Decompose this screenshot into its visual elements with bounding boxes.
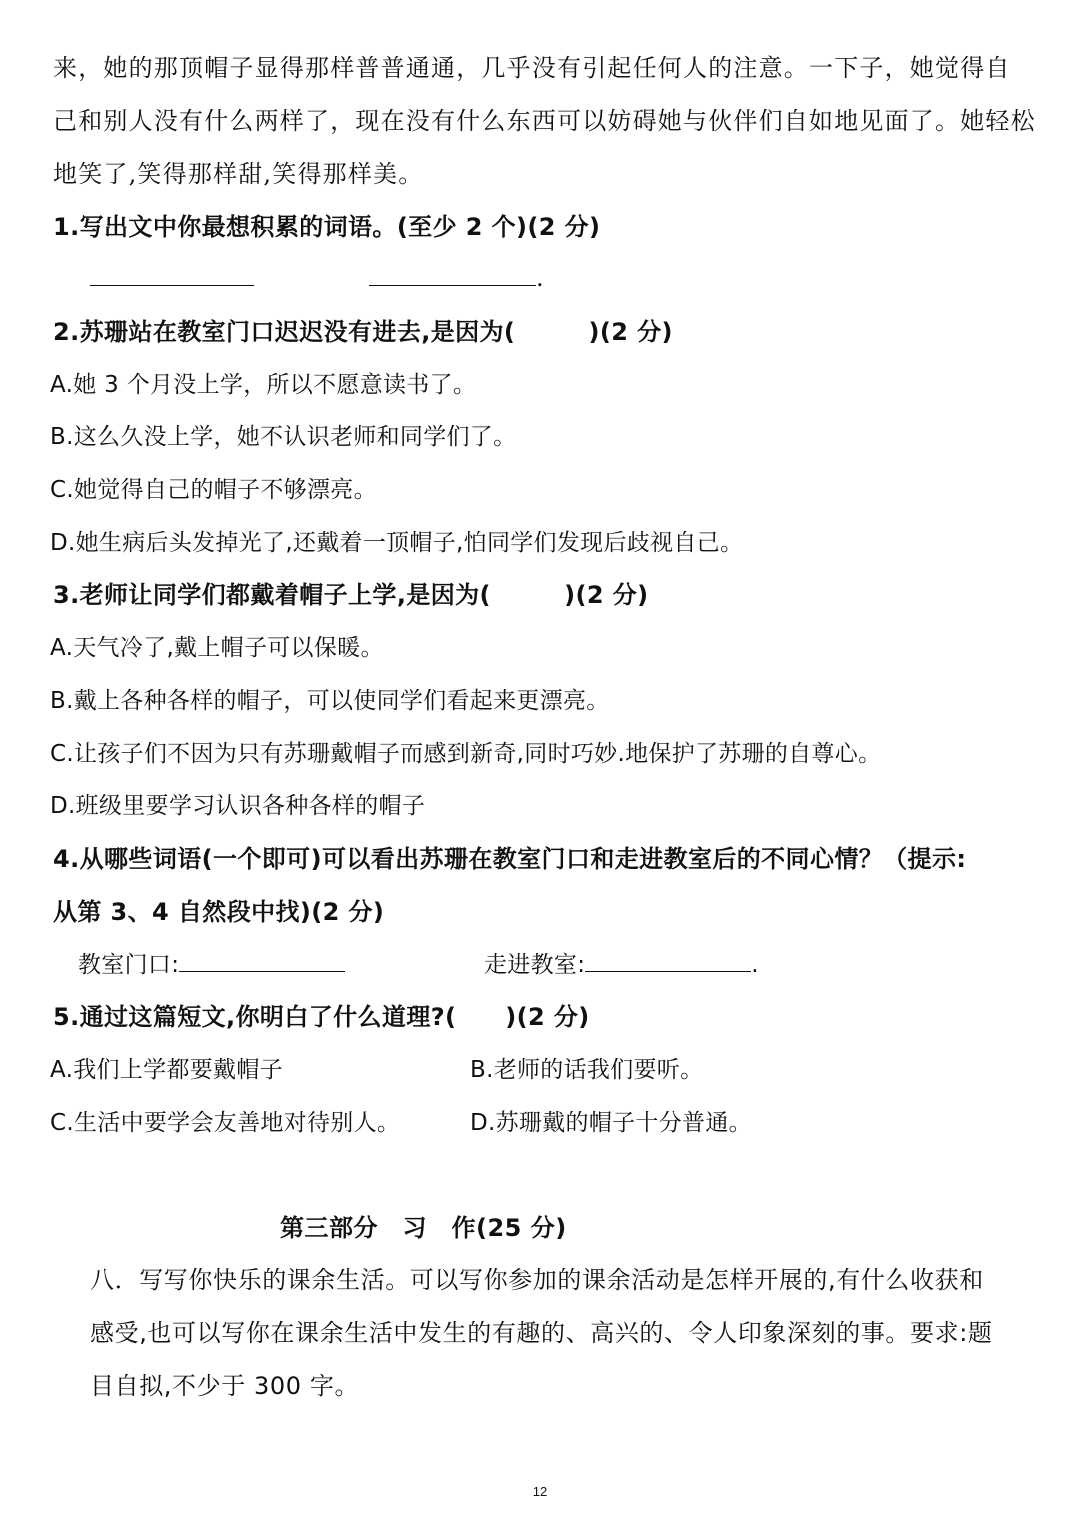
q1-answer-blank-1[interactable] [90, 263, 254, 286]
q4-end-mark: . [751, 952, 759, 978]
section-3-title: 第三部分 习 作(25 分) [280, 1214, 567, 1242]
question-4-line-1: 4.从哪些词语(一个即可)可以看出苏珊在教室门口和走进教室后的不同心情？（提示: [53, 845, 967, 873]
q4-blank-door[interactable] [179, 949, 345, 972]
composition-line-1: 八．写写你快乐的课余生活。可以写你参加的课余活动是怎样开展的,有什么收获和 [90, 1266, 984, 1294]
question-4-line-2: 从第 3、4 自然段中找)(2 分) [53, 898, 385, 926]
question-1: 1.写出文中你最想积累的词语。(至少 2 个)(2 分) [53, 213, 601, 241]
q4-answer-enter [484, 949, 759, 981]
question-5: 5.通过这篇短文,你明白了什么道理?( )(2 分) [53, 1003, 590, 1031]
q5-option-a: A.我们上学都要戴帽子 [50, 1057, 283, 1083]
q5-option-d: D.苏珊戴的帽子十分普通。 [470, 1110, 752, 1136]
q3-option-a: A.天气冷了,戴上帽子可以保暖。 [50, 635, 384, 661]
page-number: 12 [532, 1484, 548, 1499]
q1-answer-blank-2[interactable] [369, 263, 536, 286]
q2-option-b: B.这么久没上学，她不认识老师和同学们了。 [50, 424, 517, 450]
q1-end-mark: . [536, 264, 544, 292]
q4-label-enter: 走进教室: [484, 952, 586, 978]
composition-line-3: 目自拟,不少于 300 字。 [90, 1372, 360, 1400]
question-2: 2.苏珊站在教室门口迟迟没有进去,是因为( )(2 分) [53, 318, 673, 346]
q2-option-a: A.她 3 个月没上学，所以不愿意读书了。 [50, 372, 477, 398]
q4-answer-door [78, 949, 345, 981]
composition-line-2: 感受,也可以写你在课余生活中发生的有趣的、高兴的、令人印象深刻的事。要求:题 [90, 1319, 993, 1347]
q2-option-c: C.她觉得自己的帽子不够漂亮。 [50, 477, 377, 503]
q3-option-d: D.班级里要学习认识各种各样的帽子 [50, 793, 426, 819]
q2-option-d: D.她生病后头发掉光了,还戴着一顶帽子,怕同学们发现后歧视自己。 [50, 530, 744, 556]
question-3: 3.老师让同学们都戴着帽子上学,是因为( )(2 分) [53, 581, 649, 609]
q5-option-c: C.生活中要学会友善地对待别人。 [50, 1110, 401, 1136]
q4-label-door: 教室门口: [78, 952, 180, 978]
q1-answer-row [90, 262, 544, 294]
q4-blank-enter[interactable] [585, 949, 751, 972]
q3-option-b: B.戴上各种各样的帽子，可以使同学们看起来更漂亮。 [50, 688, 610, 714]
q3-option-c: C.让孩子们不因为只有苏珊戴帽子而感到新奇,同时巧妙.地保护了苏珊的自尊心。 [50, 741, 882, 767]
passage-line-1: 来，她的那顶帽子显得那样普普通通，几乎没有引起任何人的注意。一下子，她觉得自 [53, 54, 1011, 82]
q5-option-b: B.老师的话我们要听。 [470, 1057, 704, 1083]
passage-line-3: 地笑了,笑得那样甜,笑得那样美。 [53, 160, 424, 188]
passage-line-2: 己和别人没有什么两样了，现在没有什么东西可以妨碍她与伙伴们自如地见面了。她轻松 [53, 107, 1036, 135]
